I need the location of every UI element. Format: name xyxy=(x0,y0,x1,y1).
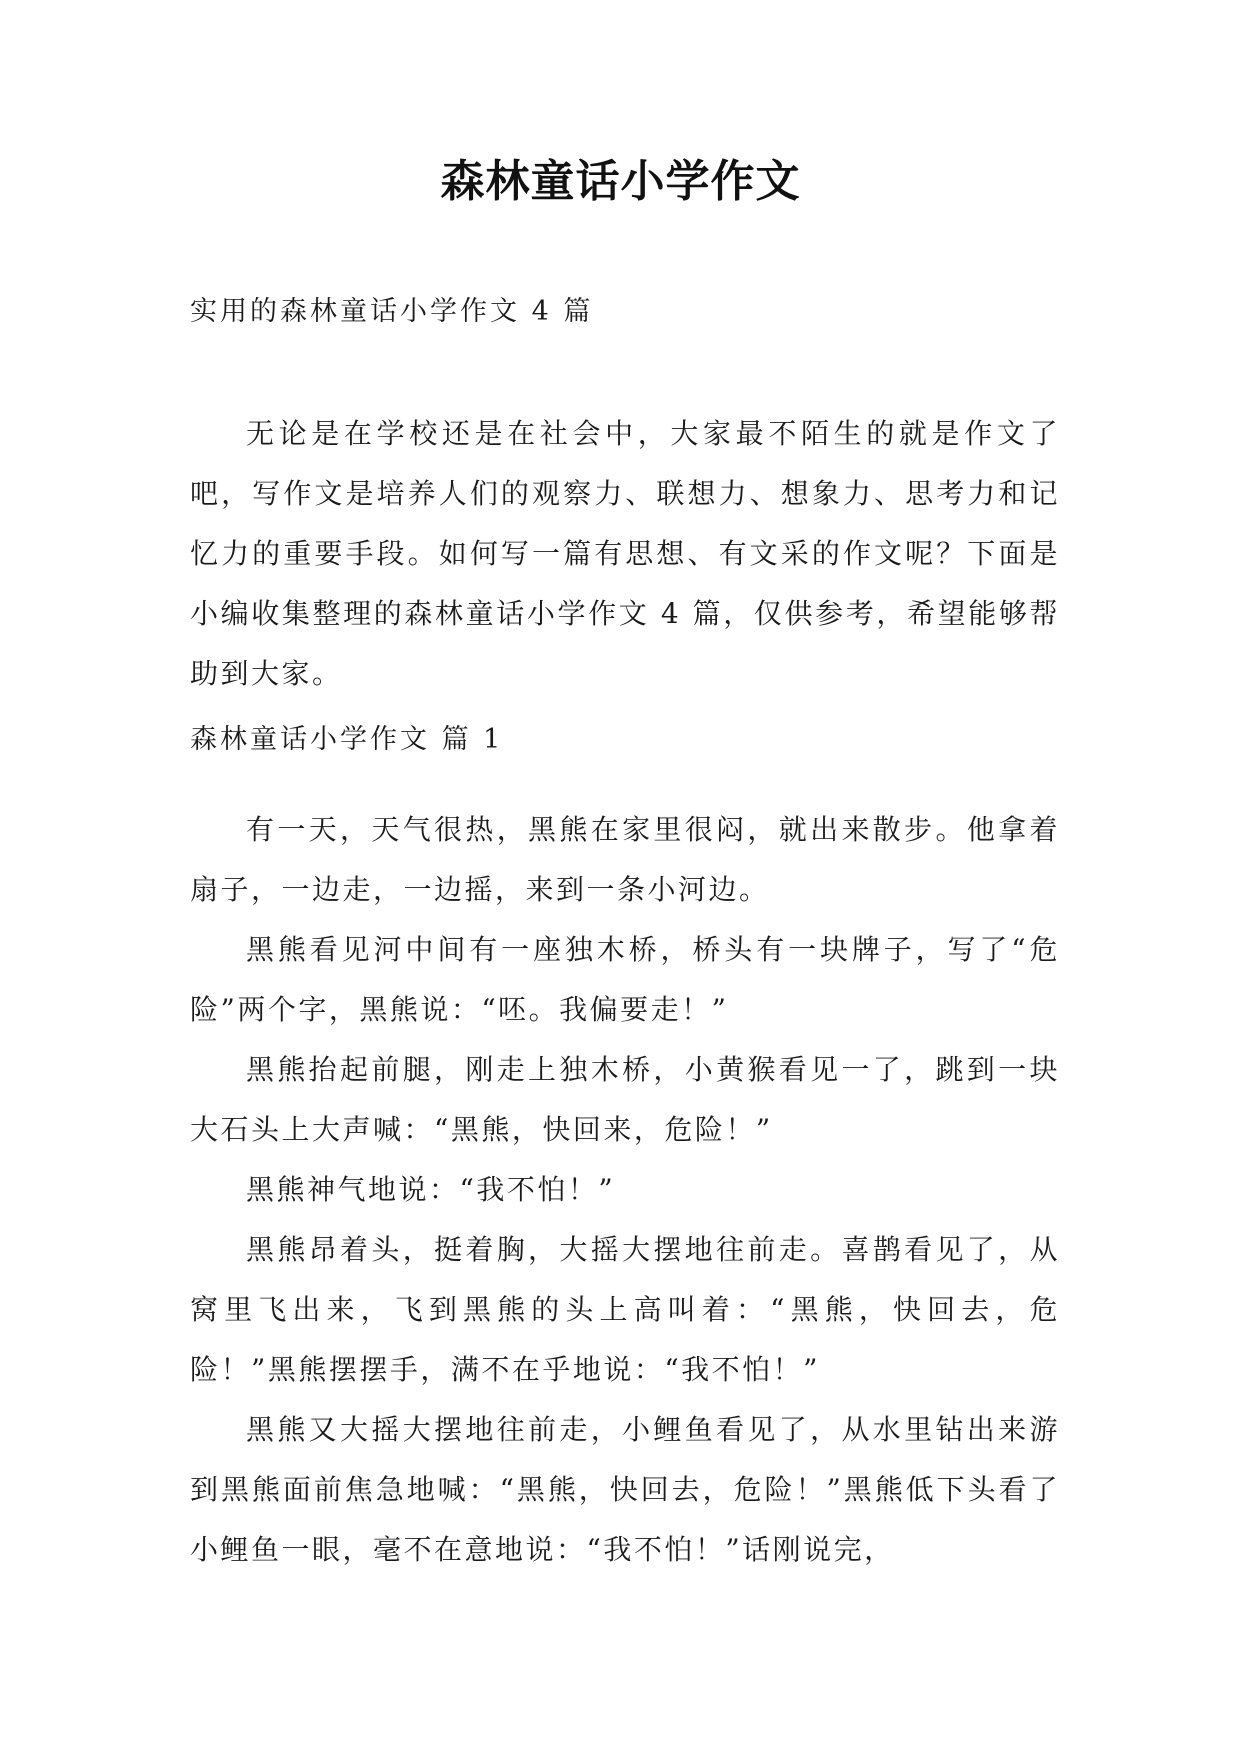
intro-section xyxy=(190,404,1060,704)
essay-paragraph-6: 黑熊又大摇大摆地往前走，小鲤鱼看见了，从水里钻出来游到黑熊面前焦急地喊：“黑熊，快回去，危险！”黑熊低下头看了小鲤鱼一眼，毫不在意地说：“我不怕！”话刚说完， xyxy=(190,1413,1060,1566)
essay-body xyxy=(190,800,1060,1580)
essay-paragraph-5: 黑熊昂着头，挺着胸，大摇大摆地往前走。喜鹊看见了，从窝里飞出来，飞到黑熊的头上高叫着：“黑熊，快回去，危险！”黑熊摆摆手，满不在乎地说：“我不怕！” xyxy=(190,1233,1060,1386)
essay-paragraph-3: 黑熊抬起前腿，刚走上独木桥，小黄猴看见一了，跳到一块大石头上大声喊：“黑熊，快回来，危险！” xyxy=(190,1053,1060,1146)
document-title: 森林童话小学作文 xyxy=(440,156,801,207)
essay-paragraph-4: 黑熊神气地说：“我不怕！” xyxy=(246,1173,616,1206)
essay-paragraph-2: 黑熊看见河中间有一座独木桥，桥头有一块牌子，写了“危险”两个字，黑熊说：“呸。我偏要走！” xyxy=(190,933,1060,1026)
essay-paragraph-1: 有一天，天气很热，黑熊在家里很闷，就出来散步。他拿着扇子，一边走，一边摇，来到一条小河边。 xyxy=(190,813,1060,906)
section-heading: 森林童话小学作文 篇 1 xyxy=(190,724,504,755)
document-subtitle: 实用的森林童话小学作文 4 篇 xyxy=(190,296,594,327)
intro-paragraph: 无论是在学校还是在社会中，大家最不陌生的就是作文了吧，写作文是培养人们的观察力、联想力、想象力、思考力和记忆力的重要手段。如何写一篇有思想、有文采的作文呢？下面是小编收集整理的森林童话小学作文 4 篇，仅供参考，希望能够帮助到大家。 xyxy=(190,417,1060,690)
